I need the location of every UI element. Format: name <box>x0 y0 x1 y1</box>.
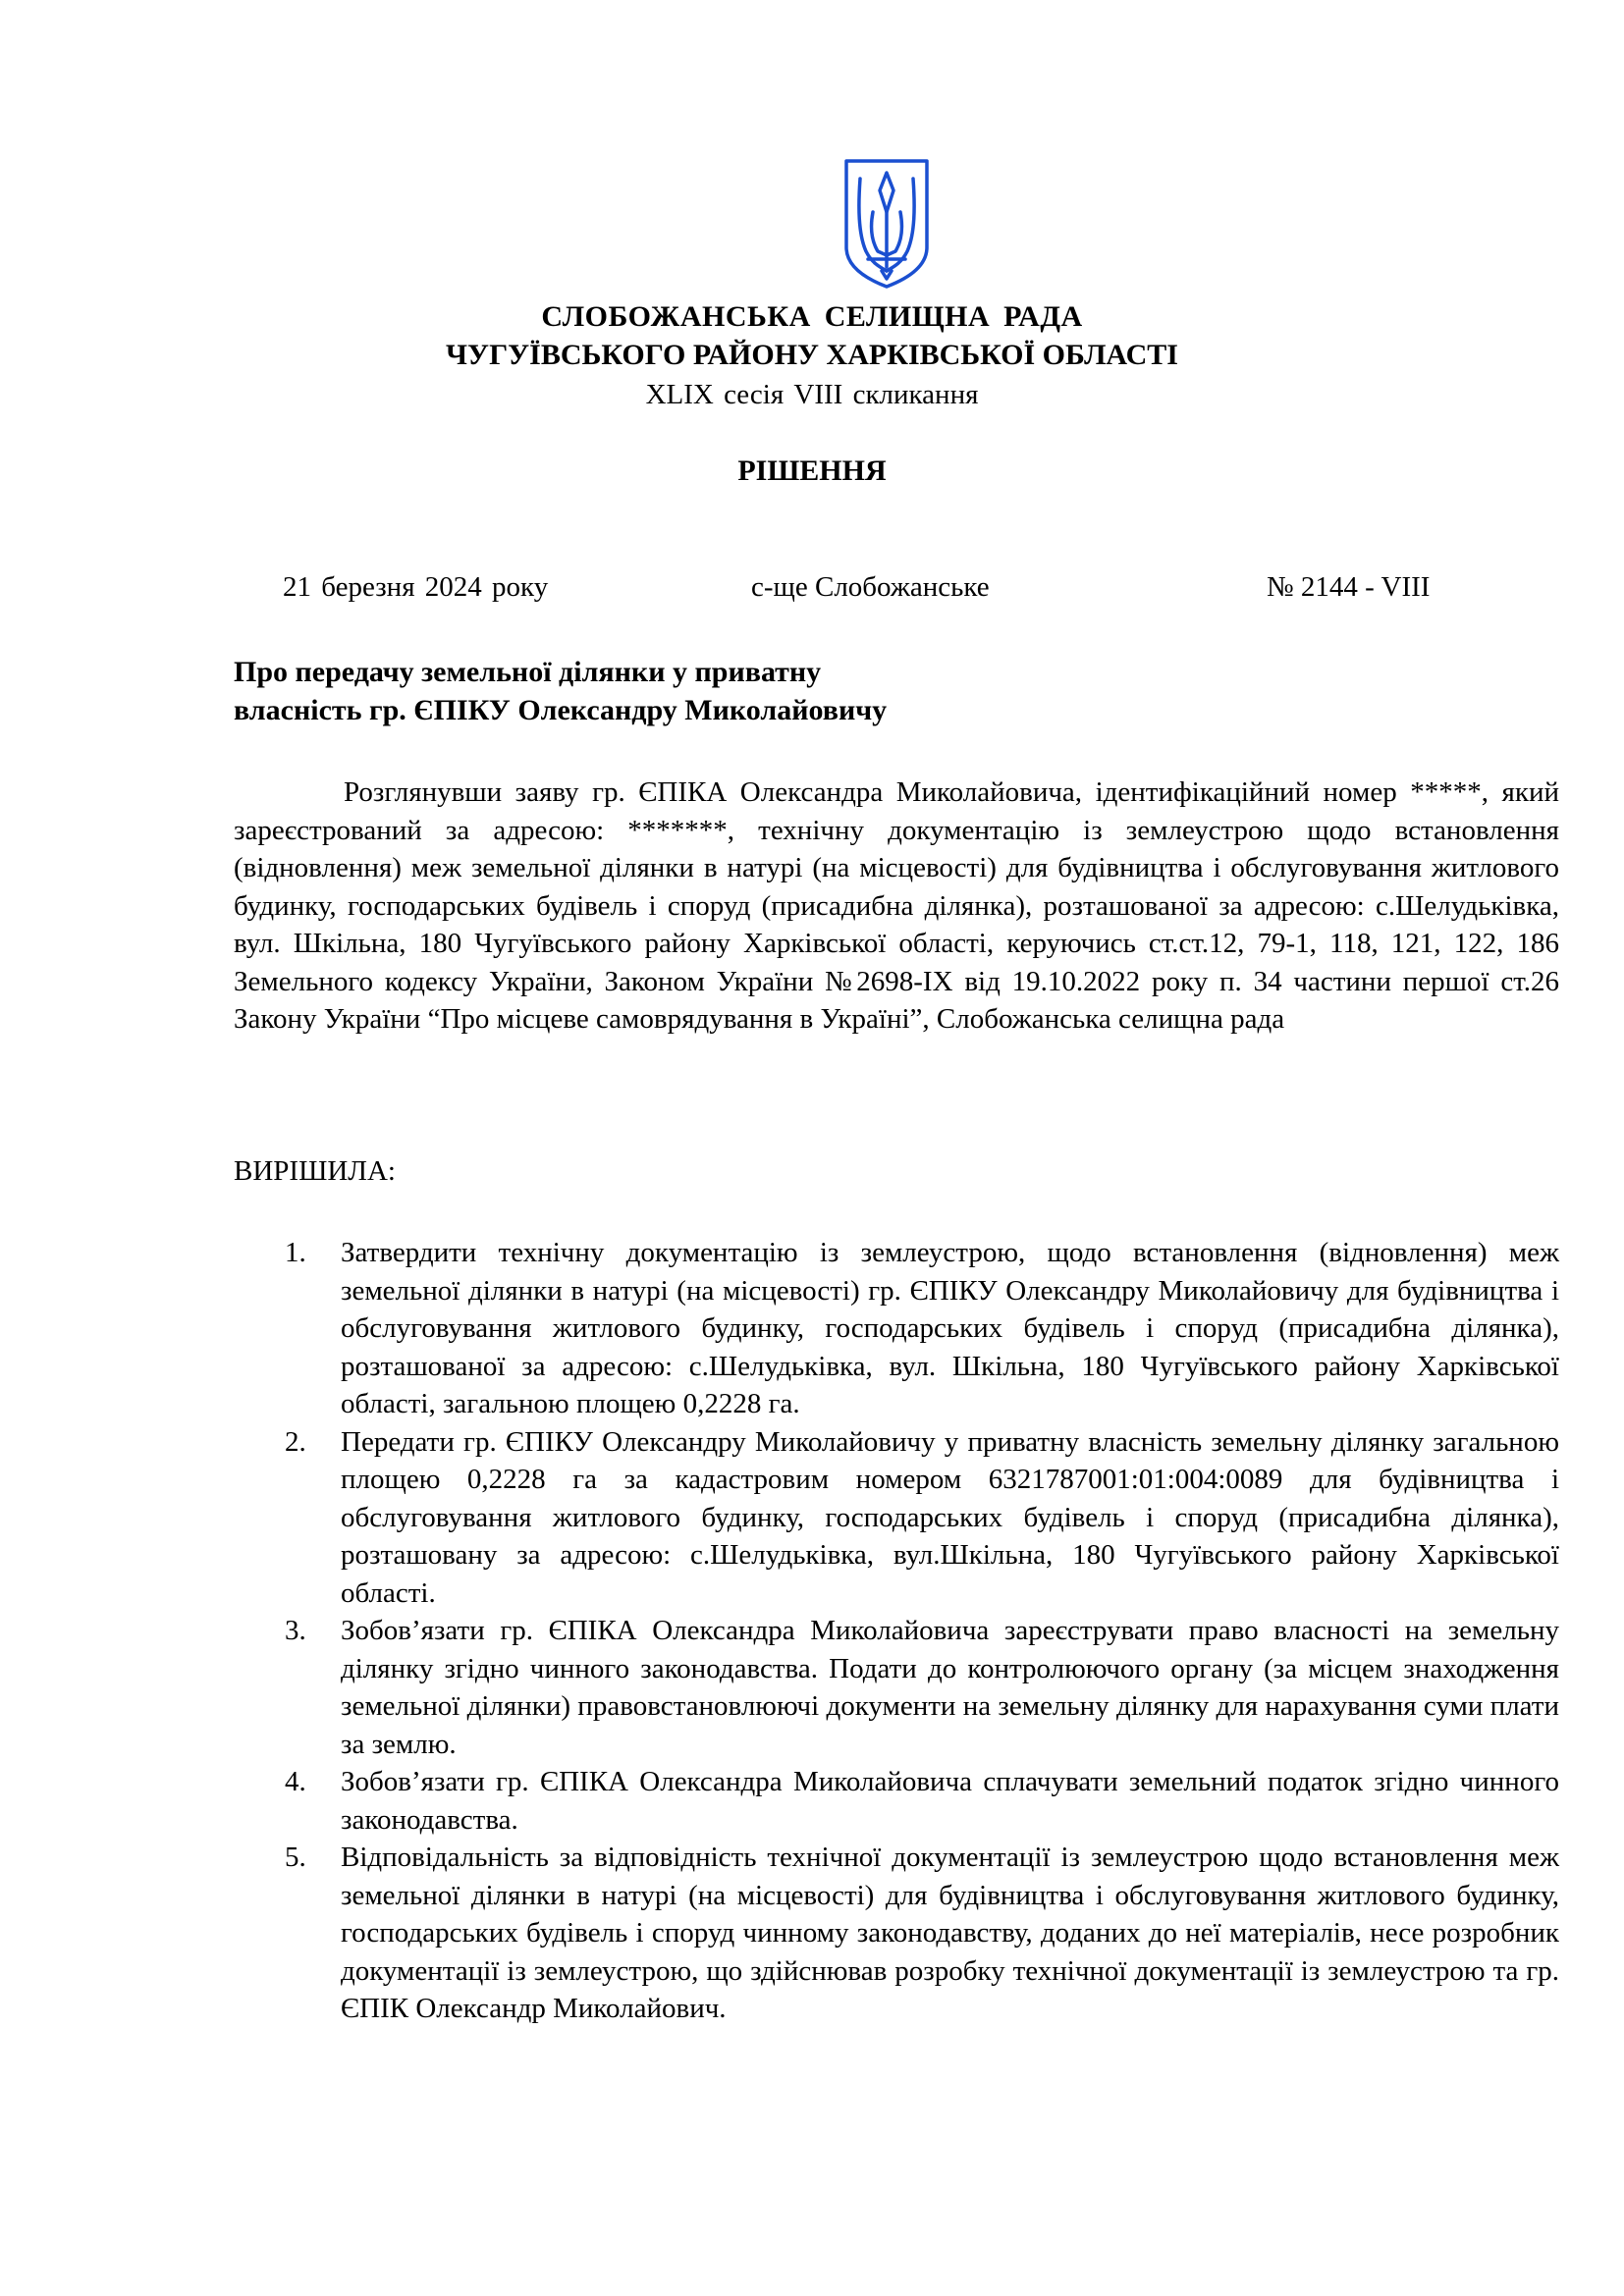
trident-coat-of-arms-icon <box>842 157 931 290</box>
decision-title: РІШЕННЯ <box>737 454 887 487</box>
list-item <box>0 1234 1559 1423</box>
item-text: Зобов’язати гр. ЄПІКА Олександра Миколайовича сплачувати земельний податок згідно чинного законодавства. <box>341 1766 1559 1836</box>
organization-name-line2: ЧУГУЇВСЬКОГО РАЙОНУ ХАРКІВСЬКОЇ ОБЛАСТІ <box>446 339 1178 371</box>
decision-number: № 2144 - VIII <box>1267 571 1431 603</box>
item-number: 4. <box>285 1766 306 1797</box>
subject-line1: Про передачу земельної ділянки у приватну <box>234 656 822 688</box>
resolved-label: ВИРІШИЛА: <box>234 1155 396 1187</box>
item-text: Затвердити технічну документацію із землеустрою, щодо встановлення (відновлення) меж земельної ділянки в натурі (на місцевості) гр. ЄПІКУ Олександру Миколайовичу для будівництва і обслуговування житлового будинку, господарських будівель і споруд (присадибна ділянка), розташованої за адресою: с.Шелудьківка, вул. Шкільна, 180 Чугуївського району Харківської області, загальною площею 0,2228 га. <box>341 1237 1559 1419</box>
list-item <box>0 1612 1559 1763</box>
decision-place: с-ще Слобожанське <box>751 571 990 603</box>
resolution-items-list <box>0 1234 1624 2028</box>
item-text: Відповідальність за відповідність технічної документації із землеустрою щодо встановлення меж земельної ділянки в натурі (на місцевості) для будівництва і обслуговування житлового будинку, господарських будівель і споруд чинному законодавству, доданих до неї матеріалів, несе розробник документації із землеустрою, що здійснював розробку технічної документації із землеустрою та гр. ЄПІК Олександр Миколайович. <box>341 1842 1559 2024</box>
item-number: 5. <box>285 1842 306 1873</box>
item-text: Передати гр. ЄПІКУ Олександру Миколайовичу у приватну власність земельну ділянку загальною площею 0,2228 га за кадастровим номером 6321787001:01:004:0089 для будівництва і обслуговування житлового будинку, господарських будівель і споруд (присадибна ділянка), розташовану за адресою: с.Шелудьківка, вул.Шкільна, 180 Чугуївського району Харківської області. <box>341 1425 1559 1609</box>
decision-date: 21 березня 2024 року <box>283 571 549 603</box>
item-text: Зобов’язати гр. ЄПІКА Олександра Миколайовича зареєструвати право власності на земельну ділянку згідно чинного законодавства. Подати до контролюючого органу (за місцем знаходження земельної ділянки) правовстановлюючі документи на земельну ділянку для нарахування суми плати за землю. <box>341 1615 1559 1760</box>
item-number: 3. <box>285 1615 306 1646</box>
list-item <box>0 1839 1559 2028</box>
item-number: 1. <box>285 1237 306 1268</box>
session-info: XLIX сесія VIII скликання <box>645 379 979 410</box>
item-number: 2. <box>285 1425 306 1458</box>
preamble-paragraph: Розглянувши заяву гр. ЄПІКА Олександра Миколайовича, ідентифікаційний номер *****, який зареєстрований за адресою: *******, технічну документацію із землеустрою щодо встановлення (відновлення) меж земельної ділянки в натурі (на місцевості) для будівництва і обслуговування житлового будинку, господарських будівель і споруд (присадибна ділянка), розташованої за адресою: с.Шелудьківка, вул. Шкільна, 180 Чугуївського району Харківської області, керуючись ст.ст.12, 79-1, 118, 121, 122, 186 Земельного кодексу України, Законом України №2698-ІХ від 19.10.2022 року п. 34 частини першої ст.26 Закону України “Про місцеве самоврядування в Україні”, Слобожанська селищна рада <box>234 776 1559 1035</box>
organization-name-line1: СЛОБОЖАНСЬКА СЕЛИЩНА РАДА <box>541 300 1083 333</box>
list-item <box>0 1423 1559 1613</box>
list-item <box>0 1763 1559 1839</box>
decision-subject <box>234 653 887 729</box>
subject-line2: власність гр. ЄПІКУ Олександру Миколайовичу <box>234 694 888 726</box>
